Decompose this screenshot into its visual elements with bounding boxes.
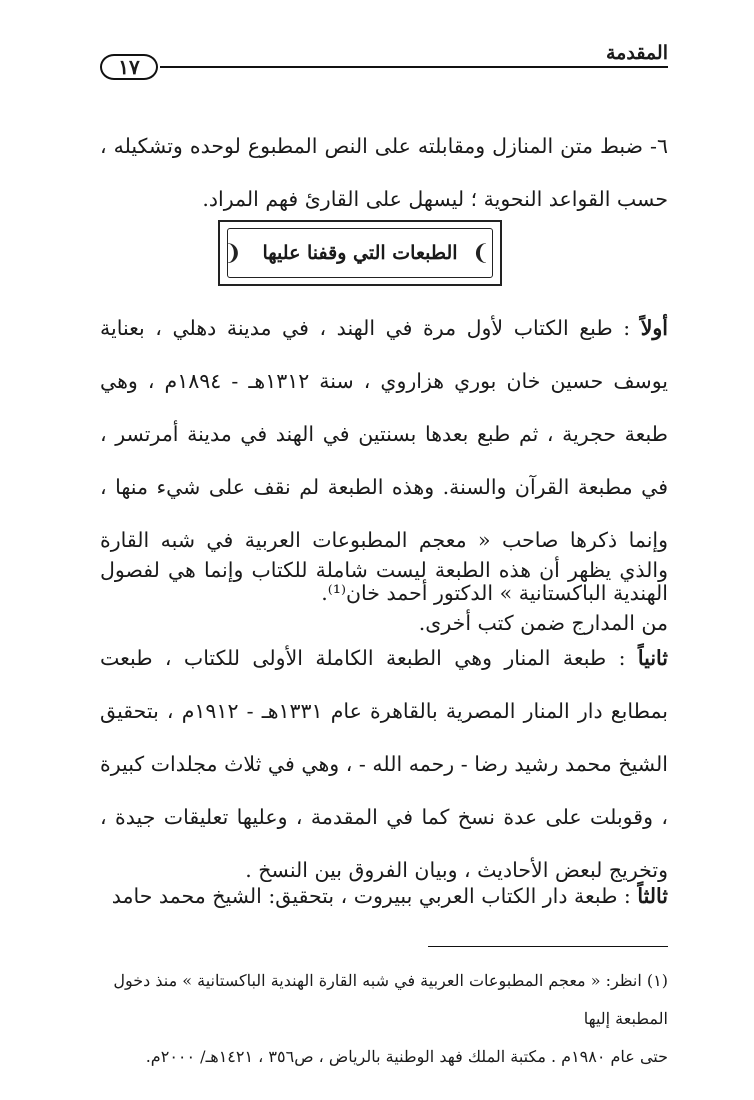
paragraph-4-lead: ثالثاً [637,884,668,908]
paragraph-3 [100,632,668,897]
section-heading-frame [218,220,502,286]
header-rule [160,66,668,68]
page-number-badge [100,54,158,80]
paragraph-3-text: : طبعة المنار وهي الطبعة الكاملة الأولى للكتاب ، طبعت بمطابع دار المنار المصرية بالقاهرة عام ١٣٣١هـ - ١٩١٢م ، بتحقيق الشيخ محمد رشيد رضا - رحمه الله - ، وهي في ثلاث مجلدات كبيرة ، وقوبلت على عدة نسخ كما في المقدمة ، وعليها تعليقات جيدة ، وتخريج لبعض الأحاديث ، وبيان الفروق بين النسخ . [100,646,669,882]
running-title: المقدمة [605,42,668,64]
paragraph-2-text: والذي يظهر أن هذه الطبعة ليست شاملة للكتاب وإنما هي لفصول من المدارج ضمن كتب أخرى. [100,558,668,635]
intro-item [100,120,668,226]
page-number: ١٧ [118,55,140,79]
paragraph-4-text: : طبعة دار الكتاب العربي ببيروت ، بتحقيق: الشيخ محمد حامد [111,884,638,908]
paragraph-1-lead: أولاً [640,316,668,340]
footnote-rule [428,946,668,947]
section-heading: الطبعات التي وقفنا عليها [262,242,458,264]
footnote-1-line-2: حتى عام ١٩٨٠م . مكتبة الملك فهد الوطنية بالرياض ، ص٣٥٦ ، ١٤٢١هـ/ ٢٠٠٠م. [145,1047,668,1066]
ornament-right-icon: ❩ [471,241,490,266]
intro-item-6: ٦- ضبط متن المنازل ومقابلته على النص المطبوع لوحده وتشكيله ، حسب القواعد النحوية ؛ ليسهل على القارئ فهم المراد. [100,134,668,211]
footnotes [100,962,668,1076]
paragraph-3-lead: ثانياً [637,646,668,670]
ornament-left-icon: ❨ [223,241,242,266]
paragraph-4 [100,870,668,923]
footnote-1-line-1: (١) انظر: « معجم المطبوعات العربية في شبه القارة الهندية الباكستانية » منذ دخول المطبعة إليها [113,971,668,1028]
paragraph-1-text: : طبع الكتاب لأول مرة في الهند ، في مدينة دهلي ، بعناية يوسف حسين خان بوري هزاروي ، سنة ١٣١٢هـ - ١٨٩٤م ، وهي طبعة حجرية ، ثم طبع بعدها بسنتين في الهند في مدينة أمرتسر ، في مطبعة القرآن والسنة. وهذه الطبعة لم نقف على شيء منها ، وإنما ذكرها صاحب « معجم المطبوعات العربية في شبه القارة الهندية الباكستانية » الدكتور أحمد خان⁽¹⁾. [100,316,669,605]
